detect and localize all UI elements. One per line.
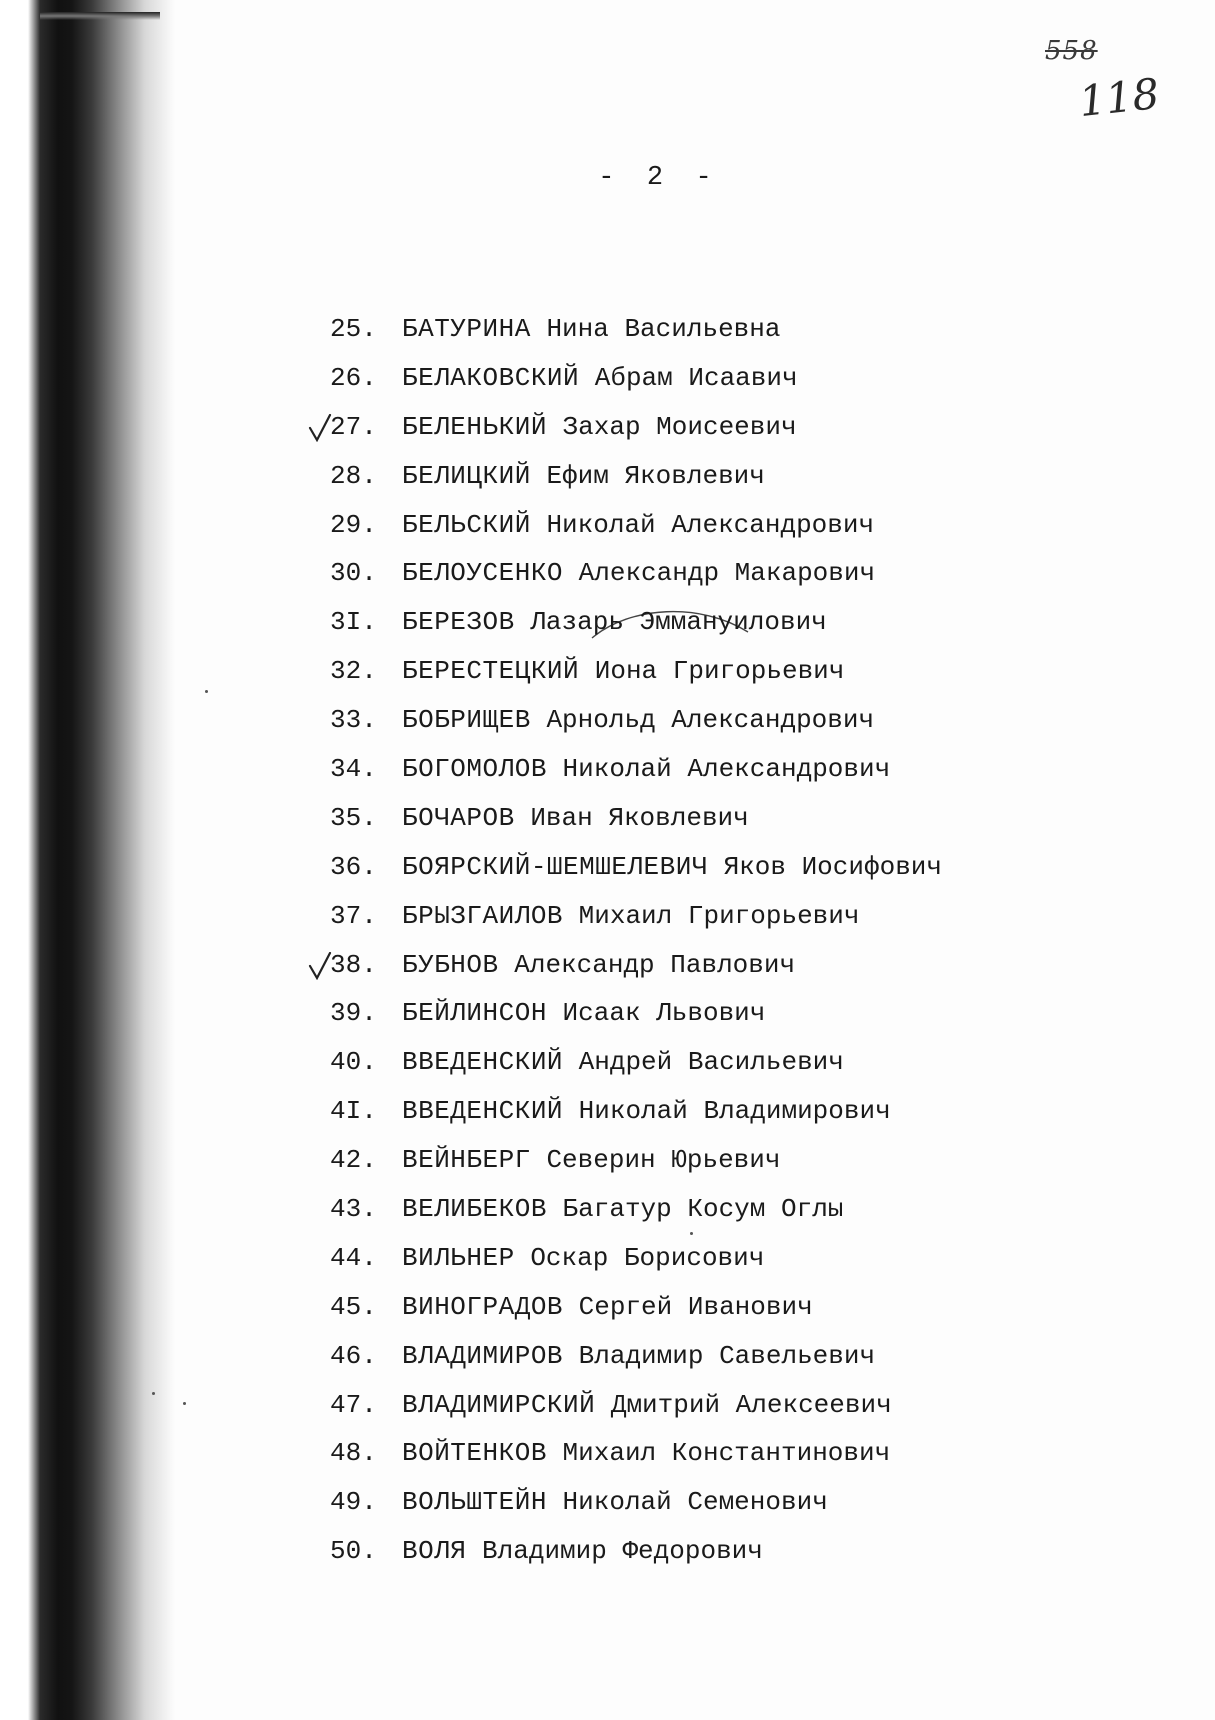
- list-item: [330, 647, 942, 696]
- list-item: [330, 549, 942, 598]
- item-number: 32.: [330, 656, 377, 687]
- list-item: [330, 1381, 942, 1430]
- item-given-names: Арнольд Александрович: [546, 705, 875, 736]
- item-given-names: Оскар Борисович: [530, 1242, 765, 1273]
- item-surname: БОЧАРОВ: [402, 802, 515, 833]
- item-given-names: Лазарь Эммануилович: [530, 607, 827, 638]
- item-surname: ВИНОГРАДОВ: [402, 1291, 564, 1322]
- list-item: [330, 696, 942, 745]
- item-number: 4I.: [330, 1096, 377, 1127]
- checkmark-icon: [308, 414, 332, 442]
- list-item: [330, 745, 942, 794]
- item-given-names: Багатур Косум Оглы: [562, 1194, 844, 1225]
- item-number: 30.: [330, 558, 377, 589]
- item-surname: ВВЕДЕНСКИЙ: [402, 1047, 564, 1078]
- item-surname: БРЫЗГАИЛОВ: [402, 900, 564, 931]
- item-number: 43.: [330, 1194, 377, 1225]
- item-number: 36.: [330, 851, 377, 882]
- item-given-names: Николай Владимирович: [578, 1096, 891, 1127]
- item-surname: БЕЛИЦКИЙ: [402, 460, 531, 491]
- item-surname: БЕРЕСТЕЦКИЙ: [402, 656, 580, 687]
- list-item: [330, 501, 942, 550]
- scan-edge: [40, 12, 160, 20]
- item-surname: ВВЕДЕНСКИЙ: [402, 1096, 564, 1127]
- list-item: [330, 1038, 942, 1087]
- item-given-names: Николай Александрович: [546, 509, 875, 540]
- item-surname: ВОЛЯ: [402, 1536, 467, 1567]
- item-given-names: Нина Васильевна: [546, 314, 781, 344]
- list-item: [330, 941, 942, 990]
- item-number: 39.: [330, 998, 377, 1029]
- item-number: 44.: [330, 1242, 377, 1273]
- list-item: [330, 1136, 942, 1185]
- item-surname: БЕЛАКОВСКИЙ: [402, 362, 580, 393]
- item-surname: ВОЛЬШТЕЙН: [402, 1487, 547, 1518]
- list-item: [330, 305, 942, 354]
- list-item: [330, 989, 942, 1038]
- item-surname: ВЛАДИМИРОВ: [402, 1340, 564, 1371]
- scan-speck: [205, 690, 208, 693]
- list-item: [330, 1087, 942, 1136]
- item-given-names: Владимир Савельевич: [578, 1340, 876, 1371]
- new-sheet-number: 118: [1076, 68, 1162, 127]
- list-item: [330, 452, 942, 501]
- item-number: 50.: [330, 1536, 377, 1567]
- item-given-names: Андрей Васильевич: [578, 1047, 844, 1078]
- item-surname: БУБНОВ: [402, 949, 499, 980]
- item-surname: ВЕЛИБЕКОВ: [402, 1194, 547, 1225]
- item-given-names: Николай Александрович: [562, 754, 891, 785]
- name-list: [330, 305, 942, 1576]
- item-given-names: Иона Григорьевич: [594, 656, 845, 687]
- item-number: 35.: [330, 802, 377, 833]
- list-item: [330, 598, 942, 647]
- item-number: 27.: [330, 411, 377, 442]
- item-number: 26.: [330, 362, 377, 393]
- item-surname: БЕЛОУСЕНКО: [402, 558, 564, 589]
- item-given-names: Михаил Константинович: [562, 1438, 891, 1469]
- item-surname: БАТУРИНА: [402, 314, 531, 344]
- checkmark-icon: [308, 952, 332, 980]
- scan-speck: [152, 1392, 155, 1395]
- item-given-names: Абрам Исаавич: [594, 362, 798, 393]
- list-item: [330, 1332, 942, 1381]
- item-surname: БЕЛЬСКИЙ: [402, 509, 531, 540]
- page-number: - 2 -: [598, 163, 712, 193]
- item-number: 3I.: [330, 607, 377, 638]
- list-item: [330, 794, 942, 843]
- scan-speck: [183, 1402, 186, 1405]
- item-given-names: Владимир Федорович: [482, 1536, 763, 1567]
- item-number: 34.: [330, 754, 377, 785]
- item-number: 33.: [330, 705, 377, 736]
- item-number: 48.: [330, 1438, 377, 1469]
- item-number: 29.: [330, 509, 377, 540]
- list-item: [330, 354, 942, 403]
- item-number: 25.: [330, 314, 377, 344]
- item-number: 45.: [330, 1291, 377, 1322]
- item-given-names: Дмитрий Алексеевич: [610, 1389, 892, 1420]
- list-item: [330, 892, 942, 941]
- item-surname: БОГОМОЛОВ: [402, 754, 547, 785]
- item-number: 46.: [330, 1340, 377, 1371]
- item-given-names: Николай Семенович: [562, 1487, 828, 1518]
- item-surname: БЕЛЕНЬКИЙ: [402, 411, 547, 442]
- item-given-names: Захар Моисеевич: [562, 411, 797, 442]
- item-given-names: Сергей Иванович: [578, 1291, 813, 1322]
- item-number: 40.: [330, 1047, 377, 1078]
- item-surname: ВИЛЬНЕР: [402, 1242, 515, 1273]
- list-item: [330, 1478, 942, 1527]
- item-given-names: Александр Макарович: [578, 558, 876, 589]
- item-surname: БЕЙЛИНСОН: [402, 998, 547, 1029]
- item-given-names: Яков Иосифович: [723, 851, 942, 882]
- list-item: [330, 843, 942, 892]
- item-number: 38.: [330, 949, 377, 980]
- item-given-names: Ефим Яковлевич: [546, 460, 765, 491]
- item-surname: БОЯРСКИЙ-ШЕМШЕЛЕВИЧ: [402, 851, 708, 882]
- list-item: [330, 1234, 942, 1283]
- item-given-names: Иван Яковлевич: [530, 802, 749, 833]
- item-number: 28.: [330, 460, 377, 491]
- list-item: [330, 403, 942, 452]
- item-number: 49.: [330, 1487, 377, 1518]
- item-number: 42.: [330, 1145, 377, 1176]
- item-surname: ВЛАДИМИРСКИЙ: [402, 1389, 596, 1420]
- item-given-names: Исаак Львович: [562, 998, 766, 1029]
- item-surname: БЕРЕЗОВ: [402, 607, 515, 638]
- list-item: [330, 1283, 942, 1332]
- binding-shadow: [0, 0, 175, 1720]
- item-surname: ВОЙТЕНКОВ: [402, 1438, 547, 1469]
- item-given-names: Александр Павлович: [514, 949, 796, 980]
- list-item: [330, 1429, 942, 1478]
- list-item: [330, 1527, 942, 1576]
- list-item: [330, 1185, 942, 1234]
- item-surname: ВЕЙНБЕРГ: [402, 1145, 531, 1176]
- scan-speck: [690, 1232, 693, 1235]
- old-sheet-number: 558: [1045, 36, 1098, 66]
- item-number: 47.: [330, 1389, 377, 1420]
- item-number: 37.: [330, 900, 377, 931]
- archive-sheet-numbers: [1005, 28, 1162, 138]
- item-given-names: Михаил Григорьевич: [578, 900, 860, 931]
- item-given-names: Северин Юрьевич: [546, 1145, 781, 1176]
- item-surname: БОБРИЩЕВ: [402, 705, 531, 736]
